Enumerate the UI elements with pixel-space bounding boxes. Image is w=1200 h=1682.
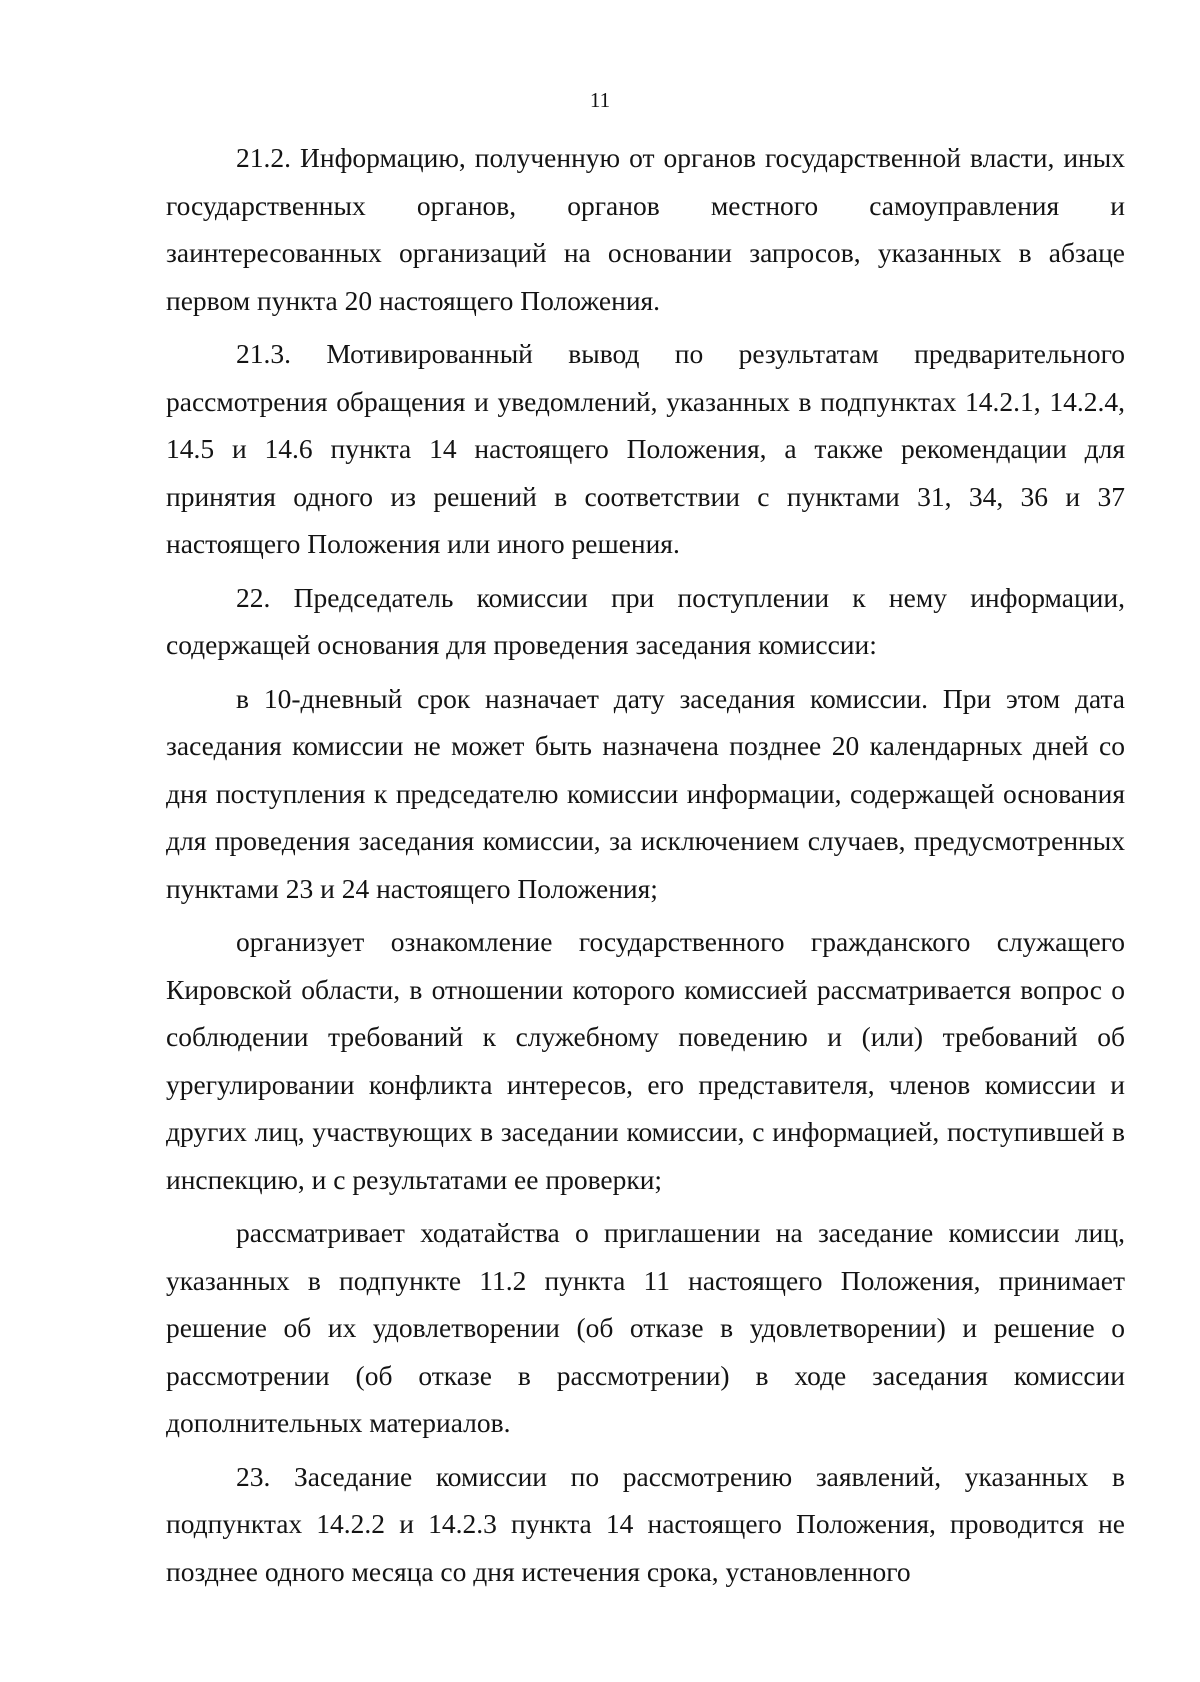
paragraph-22-familiarization: организует ознакомление государственного гражданского служащего Кировской области, в отношении которого комиссией рассматривается вопрос о соблюдении требований к служебному поведению и (или) требований об урегулировании конфликта интересов, его представителя, членов комиссии и других лиц, участвующих в заседании комиссии, с информацией, поступившей в инспекцию, и с результатами ее проверки; <box>166 926 1125 1195</box>
document-body <box>166 134 1125 1601</box>
paragraph-22-date-setting: в 10-дневный срок назначает дату заседания комиссии. При этом дата заседания комиссии не может быть назначена позднее 20 календарных дней со дня поступления к председателю комиссии информации, содержащей основания для проведения заседания комиссии, за исключением случаев, предусмотренных пунктами 23 и 24 настоящего Положения; <box>166 682 1125 904</box>
paragraph-22-petitions: рассматривает ходатайства о приглашении на заседание комиссии лиц, указанных в подпункте 11.2 пункта 11 настоящего Положения, принимает решение об их удовлетворении (об отказе в удовлетворении) и решение о рассмотрении (об отказе в рассмотрении) в ходе заседания комиссии дополнительных материалов. <box>166 1217 1125 1438</box>
paragraph-21-2: 21.2. Информацию, полученную от органов государственной власти, иных государственных органов, органов местного самоуправления и заинтересованных организаций на основании запросов, указанных в абзаце первом пункта 20 настоящего Положения. <box>166 142 1125 316</box>
paragraph-23: 23. Заседание комиссии по рассмотрению заявлений, указанных в подпунктах 14.2.2 и 14.2.3 пункта 14 настоящего Положения, проводится не позднее одного месяца со дня истечения срока, установленного <box>166 1460 1125 1587</box>
page-number: 11 <box>589 88 611 112</box>
paragraph-22: 22. Председатель комиссии при поступлении к нему информации, содержащей основания для проведения заседания комиссии: <box>166 581 1125 660</box>
paragraph-21-3: 21.3. Мотивированный вывод по результатам предварительного рассмотрения обращения и уведомлений, указанных в подпунктах 14.2.1, 14.2.4, 14.5 и 14.6 пункта 14 настоящего Положения, а также рекомендации для принятия одного из решений в соответствии с пунктами 31, 34, 36 и 37 настоящего Положения или иного решения. <box>166 338 1125 559</box>
